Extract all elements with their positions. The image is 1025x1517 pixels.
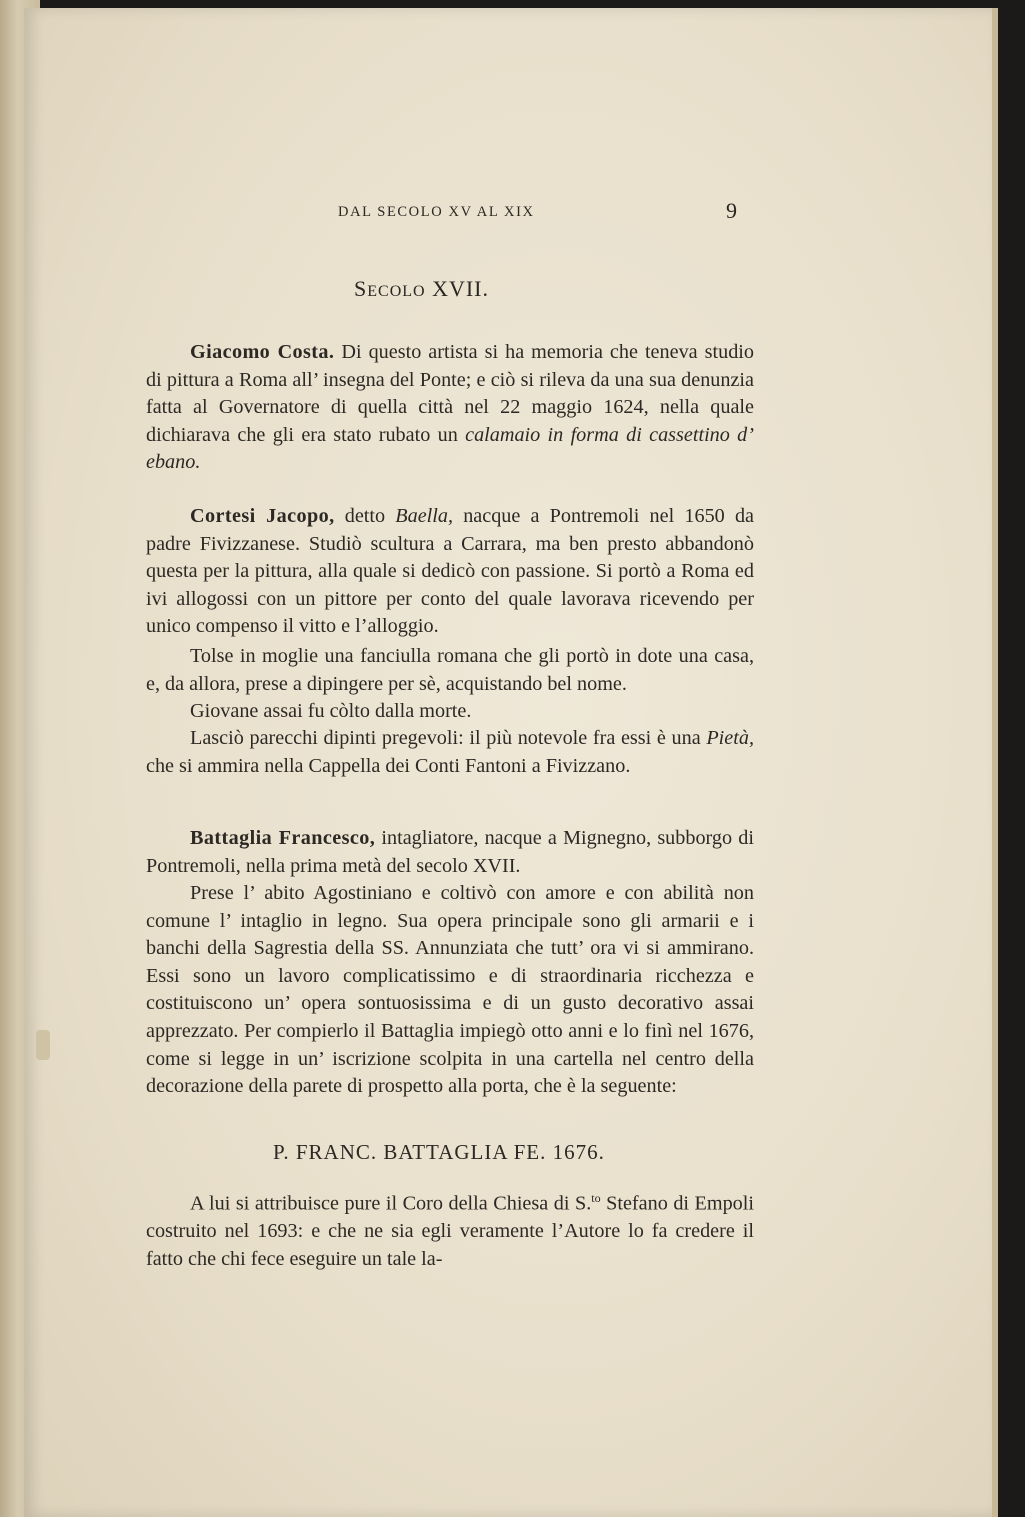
page-number: 9 bbox=[726, 198, 737, 223]
section-title bbox=[354, 276, 489, 302]
closing-pre: A lui si attribuisce pure il Coro della Chiesa di S. bbox=[190, 1192, 592, 1215]
section-title-numeral: XVII. bbox=[432, 276, 490, 301]
entry-lead-post: nacque a Pontremoli nel 1650 da padre Fivizzanese. Studiò scultura a Carrara, ma ben presto abbandonò questa per la pittura, alla quale si dedicò con passione. Si portò a Roma ed ivi allogossi con un pittore per conto del quale lavorava ricevendo per unico compenso il vitto e l’alloggio. bbox=[146, 505, 754, 638]
entry-lead-pre: detto bbox=[344, 505, 386, 527]
entry-battaglia-paragraph: Prese l’ abito Agostiniano e coltivò con amore e con abilità non comune l’ intaglio in legno. Sua opera principale sono gli armarii e i banchi della Sagrestia della SS. Annunziata che tutt’ ora vi si ammirano. Essi sono un lavoro complicatissimo e di straordinaria ricchezza e costituiscono un’ opera sontuosissima e di un gusto decorativo assai apprezzato. Per compierlo il Battaglia impiegò otto anni e lo finì nel 1676, come si legge in un’ iscrizione scolpita in una cartella nel centro della decorazione della parete di prospetto alla porta, che è la seguente: bbox=[146, 882, 754, 1098]
entry-body: Di questo artista si ha memoria che teneva studio di pittura a Roma all’ insegna del Ponte; e ciò si rileva da una sua denunzia fatta al Governatore di quella città nel 22 maggio 1624, nella quale dichiarava che gli era stato rubato un bbox=[146, 341, 754, 446]
entry-name: Giacomo Costa. bbox=[190, 341, 335, 363]
section-title-lead: S bbox=[354, 276, 368, 301]
entry-lead-post: intagliatore, nacque a Mignegno, subborgo di Pontremoli, nella prima metà del secolo XVII. bbox=[146, 827, 754, 877]
running-head: DAL SECOLO XV AL XIX bbox=[338, 204, 535, 220]
entry-battaglia bbox=[146, 825, 754, 880]
entry-costa bbox=[146, 339, 754, 477]
entry-last-post: che si ammira nella Cappella dei Conti Fantoni a Fivizzano. bbox=[146, 754, 631, 777]
entry-name: Battaglia Francesco, bbox=[190, 827, 376, 849]
closing-post: Stefano di Empoli costruito nel 1693: e che ne sia egli veramente l’Autore lo fa credere il fatto che chi fece eseguire un tale la- bbox=[146, 1192, 754, 1270]
entry-cortesi bbox=[146, 503, 754, 641]
inscription: P. FRANC. BATTAGLIA FE. 1676. bbox=[273, 1140, 605, 1164]
entry-cortesi-paragraph: Giovane assai fu còlto dalla morte. bbox=[190, 700, 472, 722]
entry-cortesi-last-paragraph bbox=[146, 725, 754, 780]
entry-last-italic: Pietà, bbox=[706, 727, 754, 749]
entry-battaglia-closing bbox=[146, 1185, 754, 1274]
closing-superscript: to bbox=[591, 1191, 601, 1205]
entry-italic-tail: calamaio in forma di cassettino d’ ebano. bbox=[146, 423, 754, 474]
entry-last-pre: Lasciò parecchi dipinti pregevoli: il più notevole fra essi è una bbox=[190, 727, 701, 749]
entry-lead-italic: Baella, bbox=[395, 505, 454, 527]
entry-cortesi-paragraph: Tolse in moglie una fanciulla romana che gli portò in dote una casa, e, da allora, prese a dipingere per sè, acquistando bel nome. bbox=[146, 645, 754, 695]
section-title-small: ECOLO bbox=[367, 283, 426, 300]
entry-name: Cortesi Jacopo, bbox=[190, 505, 335, 527]
page-fold-mark bbox=[36, 1030, 50, 1060]
